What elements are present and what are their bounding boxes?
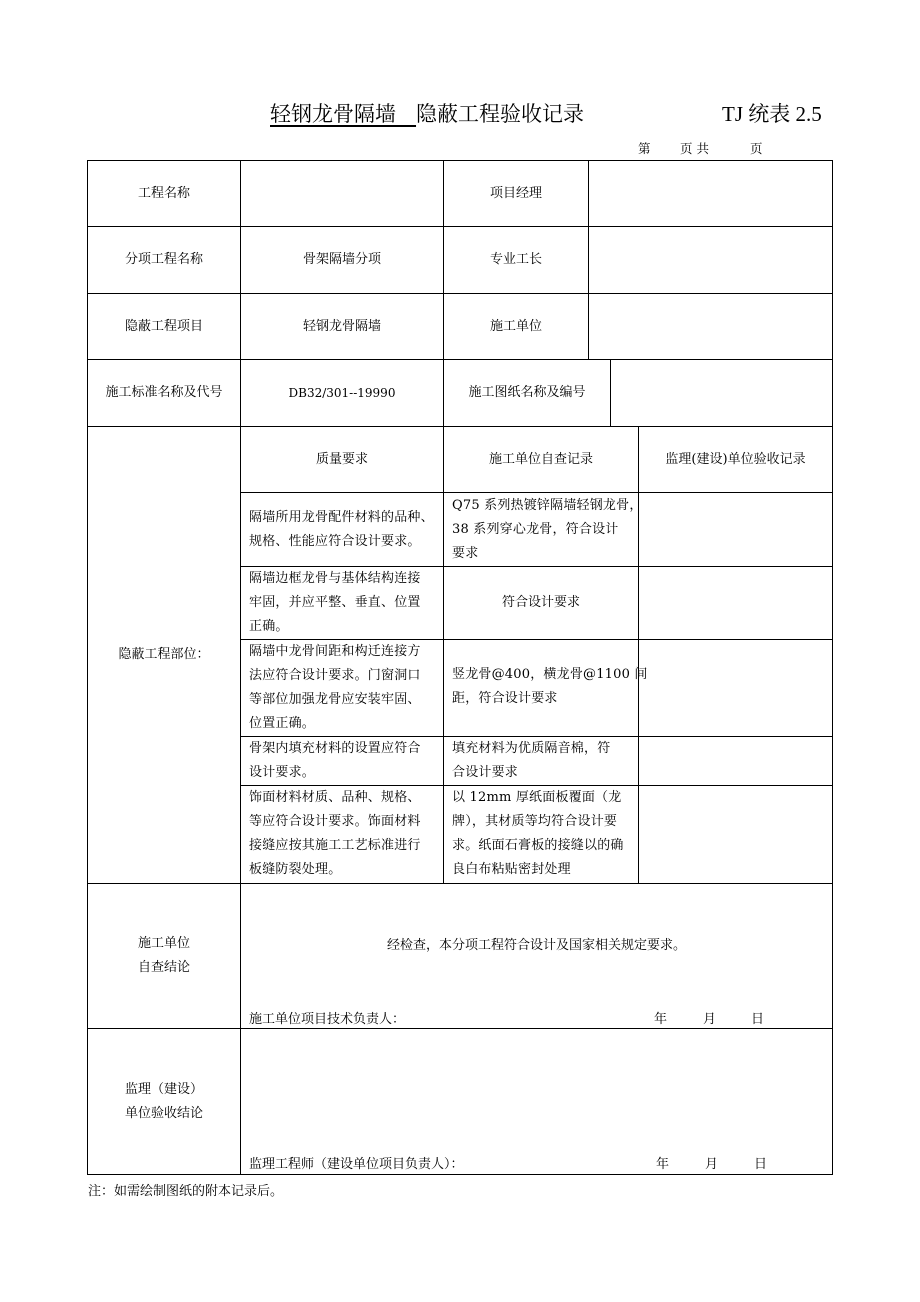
form-code: TJ 统表 2.5 — [722, 102, 822, 126]
requirement-text: 隔墙中龙骨间距和构迁连接方 法应符合设计要求。门窗洞口 等部位加强龙骨应安装牢固、 位置正确。 — [249, 644, 421, 731]
foreman-value — [589, 227, 832, 293]
project-manager-value — [589, 161, 832, 226]
supervision-conclusion-year: 年 — [656, 1157, 670, 1172]
form-title — [270, 98, 584, 128]
project-manager-label: 项目经理 — [489, 185, 542, 201]
concealed-item-value: 轻钢龙骨隔墙 — [302, 318, 381, 334]
self-check-text: 填充材料为优质隔音棉，符 合设计要求 — [452, 741, 611, 780]
title-project-part: 轻钢龙骨隔墙 — [270, 102, 396, 126]
requirement-text: 骨架内填充材料的设置应符合 设计要求。 — [249, 741, 421, 780]
header-supervision-record: 监理(建设)单位验收记录 — [665, 451, 806, 467]
concealed-item-label: 隐蔽工程项目 — [124, 318, 203, 334]
title-record-name: 隐蔽工程验收记录 — [416, 102, 585, 126]
self-conclusion-month: 月 — [703, 1012, 717, 1027]
project-name-label: 工程名称 — [137, 185, 190, 201]
page-number-label: 第 — [638, 141, 651, 156]
supervision-record-cell — [639, 567, 832, 639]
self-conclusion-signer: 施工单位项目技术负责人： — [249, 1012, 406, 1027]
sub-project-value: 骨架隔墙分项 — [302, 252, 381, 267]
self-check-text: 以 12mm 厚纸面板覆面（龙 牌），其材质等均符合设计要 求。纸面石膏板的接缝以的确 良白布粘贴密封处理 — [452, 790, 624, 877]
construction-unit-label: 施工单位 — [489, 318, 542, 334]
supervision-conclusion-month: 月 — [705, 1157, 719, 1172]
footnote: 注：如需绘制图纸的附本记录后。 — [88, 1184, 284, 1199]
supervision-record-cell — [639, 640, 832, 736]
supervision-conclusion-label: 监理（建设） 单位验收结论 — [124, 1081, 203, 1121]
self-check-text: 竖龙骨@400，横龙骨@1100 间 距，符合设计要求 — [452, 667, 648, 706]
drawing-label: 施工图纸名称及编号 — [468, 385, 586, 400]
supervision-conclusion-day: 日 — [754, 1157, 768, 1172]
foreman-label: 专业工长 — [489, 252, 542, 267]
self-check-text: 符合设计要求 — [501, 595, 580, 610]
self-check-text: Q75 系列热镀锌隔墙轻钢龙骨， 38 系列穿心龙骨，符合设计 要求 — [452, 498, 643, 561]
requirement-text: 隔墙所用龙骨配件材料的品种、 规格、性能应符合设计要求。 — [249, 510, 434, 549]
self-conclusion-label: 施工单位 自查结论 — [137, 936, 190, 975]
header-self-check-record: 施工单位自查记录 — [488, 451, 593, 467]
standard-value: DB32/301--19990 — [288, 386, 396, 400]
requirement-text: 隔墙边框龙骨与基体结构连接 牢固，并应平整、垂直、位置 正确。 — [249, 571, 421, 634]
drawing-value — [611, 360, 832, 426]
project-name-value — [241, 161, 443, 226]
table-col-line — [443, 426, 444, 883]
self-conclusion-year: 年 — [654, 1012, 668, 1027]
header-quality-requirement: 质量要求 — [315, 451, 368, 467]
page-unit-label: 页 — [750, 141, 763, 156]
table-border-right — [832, 160, 833, 1175]
supervision-record-cell — [639, 786, 832, 883]
supervision-record-cell — [639, 737, 832, 785]
page-total-label: 页 共 — [680, 141, 709, 156]
title-gap — [396, 102, 416, 126]
table-border-bottom — [87, 1174, 833, 1175]
standard-label: 施工标准名称及代号 — [105, 385, 223, 400]
self-conclusion-text: 经检查，本分项工程符合设计及国家相关规定要求。 — [386, 938, 686, 953]
construction-unit-value — [589, 294, 832, 359]
supervision-conclusion-signer: 监理工程师（建设单位项目负责人）： — [249, 1157, 464, 1172]
self-conclusion-day: 日 — [751, 1012, 765, 1027]
requirement-text: 饰面材料材质、品种、规格、 等应符合设计要求。饰面材料 接缝应按其施工工艺标准进行 板缝防裂处理。 — [249, 790, 421, 877]
supervision-record-cell — [639, 493, 832, 566]
concealed-part-label: 隐蔽工程部位： — [118, 647, 210, 662]
sub-project-label: 分项工程名称 — [124, 252, 203, 267]
